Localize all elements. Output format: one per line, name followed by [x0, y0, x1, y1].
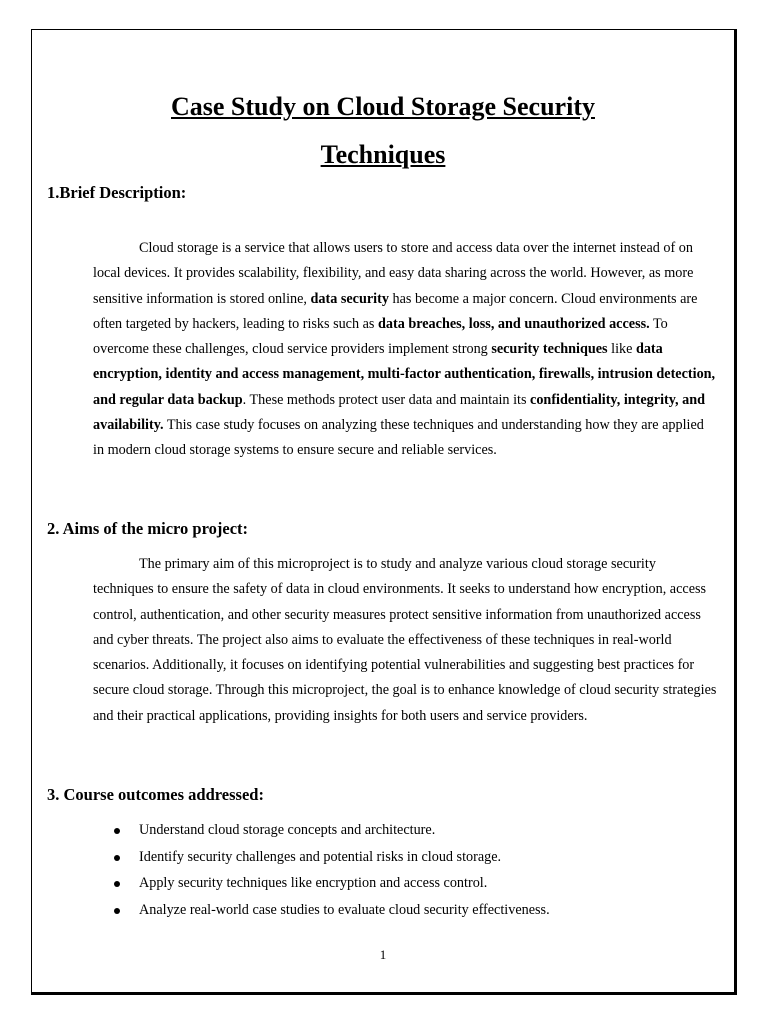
bullet-icon	[114, 828, 120, 834]
section-heading-brief-description: 1.Brief Description:	[47, 183, 187, 202]
text-run: The primary aim of this microproject is to study and analyze various cloud storage security techniques to ensure the safety of data in cloud environments. It seeks to understand how encryption, access control, authentication, and other security measures protect sensitive information from unauthorized access and cyber threats. The project also aims to evaluate the effectiveness of these techniques in real-world scenarios. Additionally, it focuses on identifying potential vulnerabilities and suggesting best practices for secure cloud storage. Through this microproject, the goal is to enhance knowledge of cloud security strategies and their practical applications, providing insights for both users and service providers.	[93, 556, 717, 724]
bold-text-run: confidentiality, integrity, and availability.	[93, 391, 706, 434]
text-run: Cloud storage is a service that allows users to store and access data over the internet instead of on local devices. It provides scalability, flexibility, and easy data sharing across the world. However, as more sensitive information is stored online,	[93, 240, 694, 307]
page-number: 1	[379, 947, 387, 962]
course-outcomes-list	[93, 817, 718, 923]
bold-text-run: security techniques	[491, 341, 608, 358]
section-heading-aims: 2. Aims of the micro project:	[47, 519, 249, 538]
text-run: To overcome these challenges, cloud service providers implement strong	[93, 315, 668, 358]
document-title-line-2: Techniques	[320, 140, 446, 169]
text-run: has become a major concern. Cloud environments are often targeted by hackers, leading to risks such as	[93, 290, 698, 332]
section-paragraph-brief-description	[93, 236, 718, 464]
bullet-icon	[114, 908, 120, 914]
bold-text-run: data breaches, loss, and unauthorized access.	[377, 315, 650, 332]
text-run: . These methods protect user data and maintain its	[242, 391, 531, 408]
list-item: Analyze real-world case studies to evaluate cloud security effectiveness.	[93, 897, 718, 924]
text-run: like	[607, 341, 636, 358]
bold-text-run: data encryption, identity and access management, multi-factor authentication, firewalls, intrusion detection, and regular data backup	[93, 341, 716, 408]
bullet-icon	[114, 855, 120, 861]
list-item: Identify security challenges and potential risks in cloud storage.	[93, 844, 718, 871]
section-heading-course-outcomes: 3. Course outcomes addressed:	[47, 785, 264, 804]
list-item: Apply security techniques like encryption and access control.	[93, 870, 718, 897]
section-paragraph-aims	[93, 552, 718, 729]
document-page	[33, 31, 733, 991]
list-item: Understand cloud storage concepts and architecture.	[93, 817, 718, 844]
bold-text-run: data security	[310, 290, 389, 307]
document-title-line-1: Case Study on Cloud Storage Security	[171, 92, 595, 121]
text-run: This case study focuses on analyzing these techniques and understanding how they are applied in modern cloud storage systems to ensure secure and reliable services.	[93, 417, 704, 459]
bullet-icon	[114, 881, 120, 887]
